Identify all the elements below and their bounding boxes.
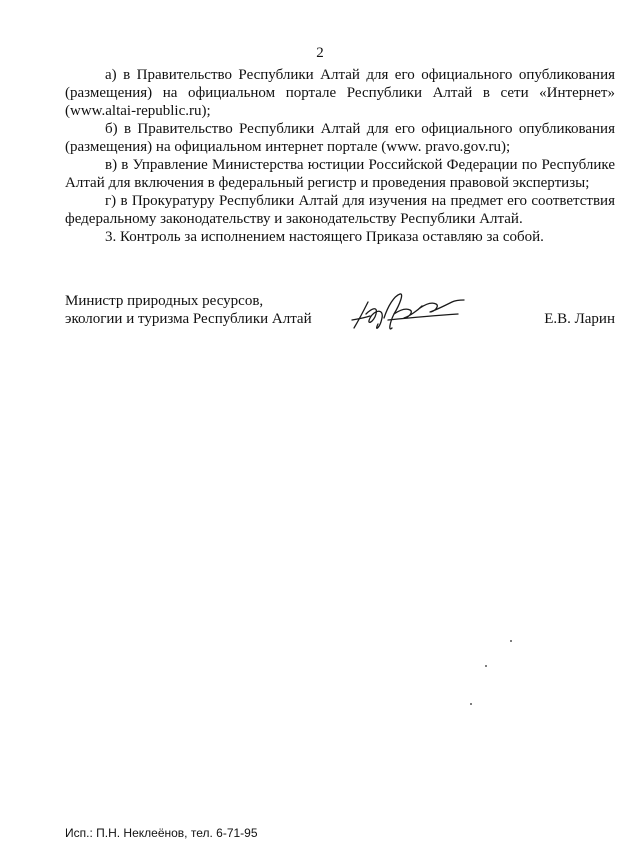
document-body <box>65 66 615 246</box>
signatory-title-line-2: экологии и туризма Республики Алтай <box>65 311 312 327</box>
paragraph-g: г) в Прокуратуру Республики Алтай для изучения на предмет его соответствия федеральному законодательству и законодательству Республики Алтай. <box>65 193 615 227</box>
paragraph-a: а) в Правительство Республики Алтай для его официального опубликования (размещения) на официальном портале Республики Алтай в сети «Интернет» (www.altai-republic.ru); <box>65 67 615 119</box>
scan-speck <box>485 665 487 667</box>
scan-speck <box>470 703 472 705</box>
signatory-title <box>65 292 345 328</box>
paragraph-v: в) в Управление Министерства юстиции Российской Федерации по Республике Алтай для включения в федеральный регистр и проведения правовой экспертизы; <box>65 157 615 191</box>
signature-block <box>65 292 615 336</box>
signatory-name: Е.В. Ларин <box>544 311 615 327</box>
page-number: 2 <box>316 45 324 61</box>
paragraph-control: 3. Контроль за исполнением настоящего Приказа оставляю за собой. <box>105 229 544 245</box>
paragraph-b: б) в Правительство Республики Алтай для его официального опубликования (размещения) на официальном интернет портале (www. pravo.gov.ru); <box>65 121 615 155</box>
handwritten-signature <box>348 288 468 338</box>
signatory-title-line-1: Министр природных ресурсов, <box>65 293 264 309</box>
executor-footer: Исп.: П.Н. Неклеёнов, тел. 6-71-95 <box>65 826 258 840</box>
scan-speck <box>510 640 512 642</box>
